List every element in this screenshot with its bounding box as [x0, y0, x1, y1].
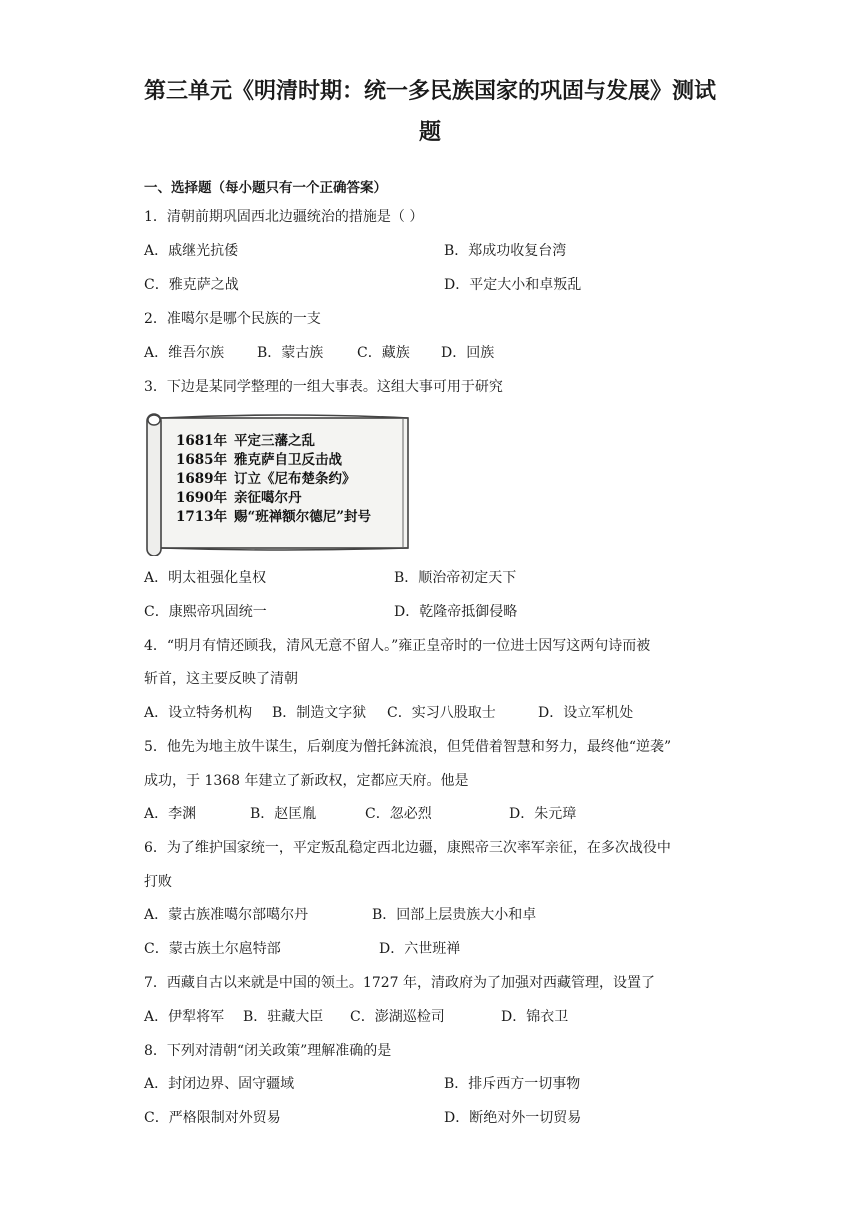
- title-line-1: 第三单元《明清时期：统一多民族国家的巩固与发展》测试: [143, 79, 716, 104]
- event-text: 订立《尼布楚条约》: [234, 471, 356, 487]
- option-d: D．六世班禅: [379, 941, 461, 957]
- event-row: [176, 470, 371, 489]
- option-b: B．顺治帝初定天下: [394, 570, 517, 586]
- event-text: 赐“班禅额尔德尼”封号: [234, 509, 372, 525]
- title-line-2: 题: [418, 120, 441, 145]
- question-stem: 8．下列对清朝“闭关政策”理解准确的是: [144, 1043, 392, 1059]
- option-b: B．赵匡胤: [250, 806, 317, 822]
- option-d: D．断绝对外一切贸易: [444, 1110, 582, 1126]
- option-b: B．排斥西方一切事物: [444, 1076, 581, 1092]
- event-year: 1681年: [176, 433, 228, 449]
- question-stem: 2．准噶尔是哪个民族的一支: [144, 311, 321, 327]
- option-d: D．朱元璋: [509, 806, 577, 822]
- option-a: A．蒙古族准噶尔部噶尔丹: [144, 907, 309, 923]
- option-d: D．乾隆帝抵御侵略: [394, 604, 518, 620]
- question-stem-line-1: 6．为了维护国家统一，平定叛乱稳定西北边疆，康熙帝三次率军亲征，在多次战役中: [144, 840, 671, 856]
- option-c: C．雅克萨之战: [144, 277, 239, 293]
- option-a: A．设立特务机构: [144, 705, 253, 721]
- event-year: 1685年: [176, 452, 228, 468]
- option-b: B．蒙古族: [257, 345, 324, 361]
- event-year: 1713年: [176, 509, 228, 525]
- event-text: 亲征噶尔丹: [234, 490, 302, 506]
- event-year: 1690年: [176, 490, 228, 506]
- option-a: A．维吾尔族: [144, 345, 225, 361]
- question-stem: 7．西藏自古以来就是中国的领土。1727 年，清政府为了加强对西藏管理，设置了: [144, 975, 655, 991]
- option-c: C．康熙帝巩固统一: [144, 604, 267, 620]
- option-a: A．戚继光抗倭: [144, 243, 239, 259]
- question-stem-line-2: 斩首，这主要反映了清朝: [144, 671, 298, 687]
- option-a: A．李渊: [144, 806, 197, 822]
- option-c: C．实习八股取士: [387, 705, 496, 721]
- event-row: [176, 432, 371, 451]
- event-row: [176, 451, 371, 470]
- option-d: D．锦衣卫: [501, 1009, 569, 1025]
- option-c: C．藏族: [357, 345, 410, 361]
- option-a: A．明太祖强化皇权: [144, 570, 267, 586]
- option-d: D．设立军机处: [538, 705, 634, 721]
- event-row: [176, 489, 371, 508]
- question-stem-line-1: 4．“明月有情还顾我，清风无意不留人。”雍正皇帝时的一位进士因写这两句诗而被: [144, 638, 651, 654]
- event-scroll-image: [144, 408, 414, 556]
- option-b: B．驻藏大臣: [243, 1009, 324, 1025]
- option-d: D．平定大小和卓叛乱: [444, 277, 582, 293]
- option-a: A．封闭边界、固守疆域: [144, 1076, 295, 1092]
- option-b: B．制造文字狱: [272, 705, 367, 721]
- event-text: 雅克萨自卫反击战: [234, 452, 342, 468]
- event-year: 1689年: [176, 471, 228, 487]
- option-c: C．严格限制对外贸易: [144, 1110, 281, 1126]
- section-heading: 一、选择题（每小题只有一个正确答案）: [144, 180, 387, 196]
- option-b: B．回部上层贵族大小和卓: [372, 907, 537, 923]
- option-c: C．澎湖巡检司: [350, 1009, 445, 1025]
- option-c: C．忽必烈: [365, 806, 432, 822]
- question-stem: 3．下边是某同学整理的一组大事表。这组大事可用于研究: [144, 379, 503, 395]
- option-c: C．蒙古族土尔扈特部: [144, 941, 281, 957]
- question-stem-line-2: 成功，于 1368 年建立了新政权，定都应天府。他是: [144, 773, 469, 789]
- event-row: [176, 508, 371, 527]
- option-a: A．伊犁将军: [144, 1009, 225, 1025]
- event-text: 平定三藩之乱: [234, 433, 315, 449]
- question-stem-line-2: 打败: [144, 874, 172, 890]
- option-b: B．郑成功收复台湾: [444, 243, 567, 259]
- event-table: [176, 432, 371, 527]
- question-stem: 1．清朝前期巩固西北边疆统治的措施是（ ）: [144, 209, 424, 225]
- option-d: D．回族: [441, 345, 495, 361]
- question-stem-line-1: 5．他先为地主放牛谋生，后剃度为僧托鉢流浪，但凭借着智慧和努力，最终他“逆袭”: [144, 739, 672, 755]
